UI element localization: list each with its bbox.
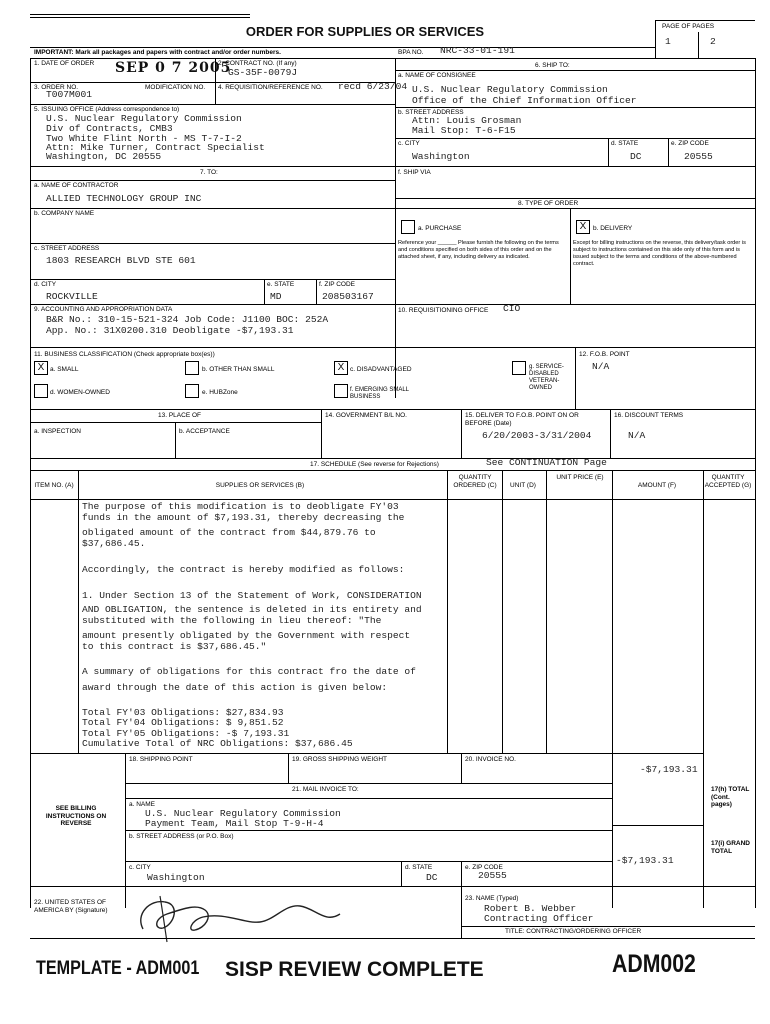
issuing-line-3: Two White Flint North - MS T-7-I-2 [46, 133, 242, 144]
adm-stamp: ADM002 [612, 950, 696, 978]
hubzone-checkbox[interactable] [185, 384, 199, 398]
schedule-line-5: Accordingly, the contract is hereby modified as follows: [82, 564, 405, 575]
purchase-label: a. PURCHASE [418, 225, 462, 232]
contractor-city: ROCKVILLE [46, 291, 98, 302]
accounting-line-2: App. No.: 31X0200.310 Deobligate -$7,193.31 [46, 325, 294, 336]
date-of-order-label: 1. DATE OF ORDER [34, 60, 95, 67]
contractor-name-label: a. NAME OF CONTRACTOR [34, 182, 119, 189]
schedule-line-3: obligated amount of the contract from $44,879.76 to [82, 527, 376, 538]
modification-no-label: MODIFICATION NO. [145, 84, 206, 91]
total-17i-label: 17(i) GRAND TOTAL [711, 840, 751, 855]
contractor-zip: 208503167 [322, 291, 374, 302]
schedule-line-6: 1. Under Section 13 of the Statement of Work, CONSIDERATION [82, 590, 422, 601]
ship-city-label: c. CITY [398, 140, 420, 147]
sisp-review-stamp: SISP REVIEW COMPLETE [225, 958, 484, 981]
order-no: T007M001 [46, 89, 93, 100]
women-owned-label: d. WOMEN-OWNED [50, 389, 110, 396]
schedule-line-1: The purpose of this modification is to deobligate FY'03 [82, 501, 399, 512]
issuing-line-4: Attn: Mike Turner, Contract Specialist [46, 142, 265, 153]
consignee-line-1: U.S. Nuclear Regulatory Commission [412, 84, 608, 95]
typed-name-label: 23. NAME (Typed) [465, 895, 519, 902]
discount-terms-label: 16. DISCOUNT TERMS [614, 412, 684, 419]
obligation-fy04: Total FY'04 Obligations: $ 9,851.52 [82, 717, 284, 728]
delivery-label: b. DELIVERY [593, 225, 633, 232]
contract-no: GS-35F-0079J [228, 67, 298, 78]
schedule-line-2: funds in the amount of $7,193.31, thereby decreasing the [82, 512, 405, 523]
fob-point: N/A [592, 361, 610, 372]
mail-state: DC [426, 872, 438, 883]
requisition-label: 4. REQUISITION/REFERENCE NO. [218, 84, 323, 91]
form-title: ORDER FOR SUPPLIES OR SERVICES [245, 24, 485, 39]
col-item-no: ITEM NO. (A) [34, 482, 74, 489]
col-quantity-accepted: QUANTITY ACCEPTED (G) [704, 474, 752, 489]
consignee-line-2: Office of the Chief Information Officer [412, 95, 637, 106]
mail-zip-label: e. ZIP CODE [465, 864, 503, 871]
gross-weight-label: 19. GROSS SHIPPING WEIGHT [292, 756, 387, 763]
place-of-label: 13. PLACE OF [158, 412, 201, 419]
obligation-fy05: Total FY'05 Obligations: -$ 7,193.31 [82, 728, 290, 739]
accounting-line-1: B&R No.: 310-15-521-324 Job Code: J1100 BOC: 252A [46, 314, 329, 325]
title-label: TITLE: CONTRACTING/ORDERING OFFICER [505, 928, 642, 935]
discount-terms: N/A [628, 430, 646, 441]
grand-total: -$7,193.31 [616, 855, 674, 866]
emerging-small-checkbox[interactable] [334, 384, 348, 398]
ship-via-label: f. SHIP VIA [398, 169, 431, 176]
mail-name-label: a. NAME [129, 801, 156, 808]
mail-city-label: c. CITY [129, 864, 151, 871]
contract-no-label: 2. CONTRACT NO. (If any) [218, 60, 297, 67]
emerging-small-label: f. EMERGING SMALL BUSINESS [350, 387, 409, 400]
issuing-office-label: 5. ISSUING OFFICE (Address correspondence to) [34, 106, 180, 113]
requisition-value: recd 6/23/04 [338, 81, 408, 92]
consignee-label: a. NAME OF CONSIGNEE [398, 72, 476, 79]
template-stamp: TEMPLATE - ADM001 [36, 958, 200, 979]
ship-street-1: Attn: Louis Grosman [412, 115, 522, 126]
mail-name-2: Payment Team, Mail Stop T-9-H-4 [145, 818, 324, 829]
date-of-order-stamp: SEP 0 7 2005 [115, 60, 232, 76]
schedule-line-11: A summary of obligations for this contract fro the date of [82, 666, 416, 677]
mail-city: Washington [147, 872, 205, 883]
page-of-pages-label: PAGE OF PAGES [662, 23, 715, 30]
issuing-line-2: Div of Contracts, CMB3 [46, 123, 173, 134]
delivery-terms: Except for billing instructions on the reverse, this delivery/task order is subject to instructions contained on this side only of this form and is issued subject to the terms and conditions of the above-numbered contract. [573, 240, 746, 267]
bpa-number: NRC-33-01-191 [440, 45, 515, 56]
contractor-zip-label: f. ZIP CODE [319, 281, 355, 288]
schedule-line-9: amount presently obligated by the Government with respect [82, 630, 411, 641]
small-checkbox[interactable]: X [34, 361, 48, 375]
amount-total: -$7,193.31 [640, 764, 698, 775]
contractor-name: ALLIED TECHNOLOGY GROUP INC [46, 193, 202, 204]
obligation-cumulative: Cumulative Total of NRC Obligations: $37,686.45 [82, 738, 353, 749]
issuing-line-5: Washington, DC 20555 [46, 151, 162, 162]
total-17h-label: 17(h) TOTAL (Cont. pages) [711, 786, 750, 808]
col-unit: UNIT (D) [510, 482, 536, 489]
schedule-line-10: to this contract is $37,686.45." [82, 641, 267, 652]
to-label: 7. TO: [200, 169, 218, 176]
purchase-checkbox[interactable] [401, 220, 415, 234]
bpa-label: BPA NO. [398, 49, 424, 56]
col-supplies: SUPPLIES OR SERVICES (B) [215, 482, 305, 489]
contractor-street: 1803 RESEARCH BLVD STE 601 [46, 255, 196, 266]
mail-invoice-label: 21. MAIL INVOICE TO: [292, 786, 359, 793]
purchase-terms: Reference your ______ Please furnish the following on the terms and conditions specified on both sides of this order and on the attached sheet, if any, including delivery as indicated. [398, 240, 559, 260]
women-owned-checkbox[interactable] [34, 384, 48, 398]
acceptance-label: b. ACCEPTANCE [179, 428, 230, 435]
order-no-label: 3. ORDER NO. [34, 84, 79, 91]
typed-name: Robert B. Webber [484, 903, 577, 914]
ship-street-2: Mail Stop: T-6-F15 [412, 125, 516, 136]
company-name-label: b. COMPANY NAME [34, 210, 95, 217]
ship-city: Washington [412, 151, 470, 162]
mail-zip: 20555 [478, 870, 507, 881]
mail-name-1: U.S. Nuclear Regulatory Commission [145, 808, 341, 819]
col-quantity: QUANTITY ORDERED (C) [453, 474, 497, 489]
accounting-label: 9. ACCOUNTING AND APPROPRIATION DATA [34, 306, 173, 313]
contractor-city-label: d. CITY [34, 281, 57, 288]
other-than-small-checkbox[interactable] [185, 361, 199, 375]
contractor-street-label: c. STREET ADDRESS [34, 245, 100, 252]
schedule-line-8: substituted with the following in lieu thereof: "The [82, 615, 382, 626]
deliver-by-date: 6/20/2003-3/31/2004 [482, 430, 592, 441]
ship-to-label: 6. SHIP TO: [535, 62, 570, 69]
schedule-label: 17. SCHEDULE (See reverse for Rejections) [310, 461, 439, 468]
important-note: IMPORTANT: Mark all packages and papers with contract and/or order numbers. [34, 49, 281, 56]
service-disabled-checkbox[interactable] [512, 361, 526, 375]
deliver-by-label: 15. DELIVER TO F.O.B. POINT ON OR BEFORE (Date) [465, 412, 579, 427]
hubzone-label: e. HUBZone [202, 389, 238, 396]
delivery-checkbox[interactable]: X [576, 220, 590, 234]
page-count: 2 [710, 36, 716, 47]
col-unit-price: UNIT PRICE (E) [556, 474, 604, 481]
fob-point-label: 12. F.O.B. POINT [579, 351, 630, 358]
service-disabled-label: g. SERVICE-DISABLED VETERAN-OWNED [529, 364, 564, 391]
disadvantaged-label: c. DISADVANTAGED [350, 366, 412, 373]
mail-state-label: d. STATE [405, 864, 433, 871]
other-than-small-label: b. OTHER THAN SMALL [202, 366, 275, 373]
schedule-line-7: AND OBLIGATION, the sentence is deleted in its entirety and [82, 604, 422, 615]
billing-instructions: SEE BILLING INSTRUCTIONS ON REVERSE [45, 805, 107, 827]
shipping-point-label: 18. SHIPPING POINT [129, 756, 193, 763]
business-classification-label: 11. BUSINESS CLASSIFICATION (Check appropriate box(es)) [34, 351, 215, 358]
gov-bl-label: 14. GOVERNMENT B/L NO. [325, 412, 407, 419]
ship-street-label: b. STREET ADDRESS [398, 109, 464, 116]
contractor-state-label: e. STATE [267, 281, 295, 288]
signature-scribble [125, 884, 365, 944]
typed-title: Contracting Officer [484, 913, 594, 924]
obligation-fy03: Total FY'03 Obligations: $27,834.93 [82, 707, 284, 718]
ship-zip-label: e. ZIP CODE [671, 140, 709, 147]
small-label: a. SMALL [50, 366, 79, 373]
col-amount: AMOUNT (F) [637, 482, 677, 489]
ship-state-label: d. STATE [611, 140, 639, 147]
disadvantaged-checkbox[interactable]: X [334, 361, 348, 375]
contractor-state: MD [270, 291, 282, 302]
page-number: 1 [665, 36, 671, 47]
mail-street-label: b. STREET ADDRESS (or P.O. Box) [129, 833, 234, 840]
invoice-no-label: 20. INVOICE NO. [465, 756, 516, 763]
ship-zip: 20555 [684, 151, 713, 162]
requisitioning-office-label: 10. REQUISITIONING OFFICE [398, 307, 489, 314]
issuing-line-1: U.S. Nuclear Regulatory Commission [46, 113, 242, 124]
see-continuation: See CONTINUATION Page [486, 457, 607, 468]
type-of-order-label: 8. TYPE OF ORDER [518, 200, 579, 207]
requisitioning-office: CIO [503, 303, 521, 314]
ship-state: DC [630, 151, 642, 162]
inspection-label: a. INSPECTION [34, 428, 81, 435]
schedule-line-12: award through the date of this action is given below: [82, 682, 388, 693]
signature-label: 22. UNITED STATES OF AMERICA BY (Signature) [34, 899, 108, 914]
schedule-line-4: $37,686.45. [82, 538, 146, 549]
